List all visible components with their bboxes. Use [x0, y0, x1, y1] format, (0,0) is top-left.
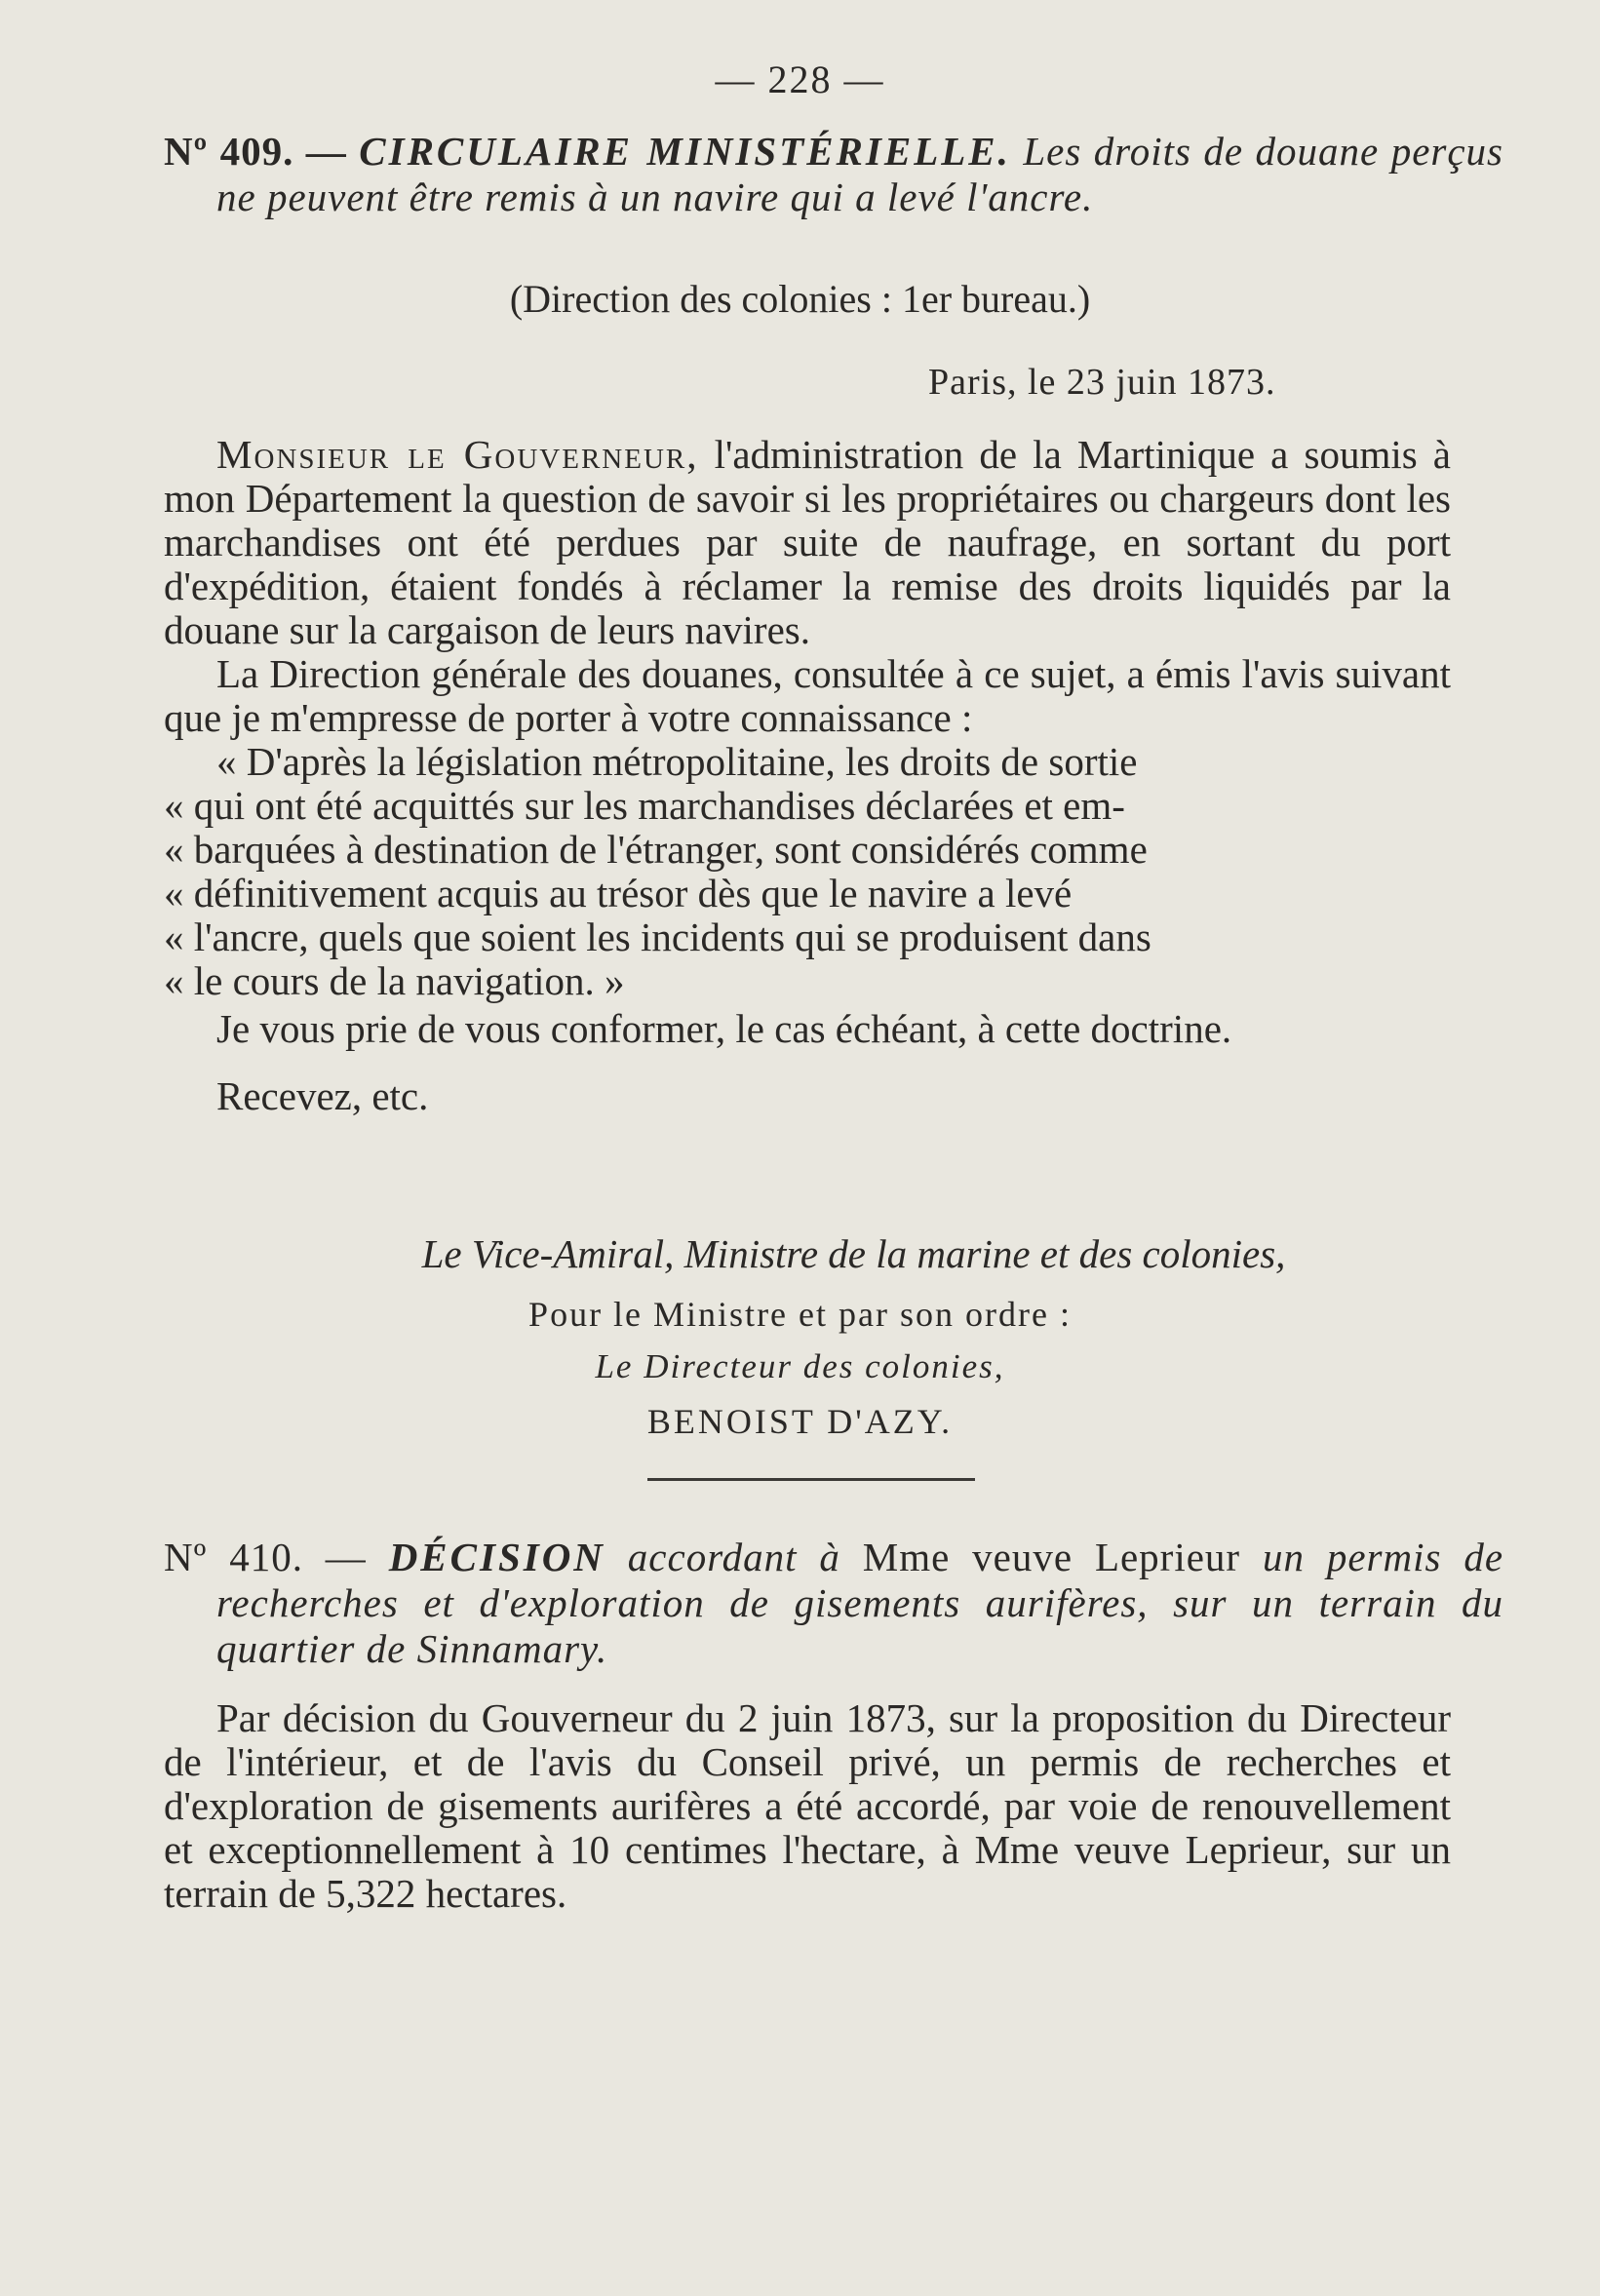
entry-410-body [164, 1696, 1451, 1916]
entry-409-quote [164, 740, 1451, 1003]
quote-line: « l'ancre, quels que soient les incidents qui se produisent dans [164, 915, 1151, 959]
entry-409-dateline: Paris, le 23 juin 1873. [928, 362, 1276, 403]
signature-name: BENOIST D'AZY. [646, 1402, 954, 1441]
entry-410-number: Nº 410. — [164, 1535, 367, 1579]
entry-409-body [164, 433, 1451, 1118]
quote-line: « le cours de la navigation. » [164, 958, 625, 1003]
entry-410-kind: DÉCISION [388, 1535, 605, 1579]
entry-410-heading [164, 1535, 1503, 1672]
quote-line: « D'après la législation métropolitaine, les droits de sortie [216, 739, 1138, 784]
entry-409-direction: (Direction des colonies : 1er bureau.) [509, 277, 1091, 321]
entry-409-paragraph-2: La Direction générale des douanes, consultée à ce sujet, a émis l'avis suivant que je m'empresse de porter à votre connaissance : [164, 651, 1451, 740]
quote-line: « définitivement acquis au trésor dès que le navire a levé [164, 871, 1073, 915]
entry-410-summary-c: un permis de recherches et d'exploration de gisements aurifères, sur un terrain du quartier de Sinnamary. [216, 1535, 1504, 1671]
section-divider [647, 1478, 975, 1481]
signature-order: Pour le Ministre et par son ordre : [528, 1295, 1072, 1334]
entry-409-number: Nº 409. — [164, 129, 347, 174]
signature-minister: Le Vice-Amiral, Ministre de la marine et des colonies, [421, 1231, 1286, 1276]
signature-director: Le Directeur des colonies, [595, 1347, 1005, 1385]
quote-line: « qui ont été acquittés sur les marchandises déclarées et em- [164, 783, 1125, 828]
page-number: — 228 — [715, 58, 885, 101]
entry-409-closing: Recevez, etc. [216, 1073, 429, 1118]
entry-409-summary: Les droits de douane perçus ne peuvent être remis à un navire qui a levé l'ancre. [216, 129, 1504, 219]
entry-410-paragraph-1: Par décision du Gouverneur du 2 juin 1873, sur la proposition du Directeur de l'intérieur, et de l'avis du Conseil privé, un permis de recherches et d'exploration de gisements aurifères a été accordé, par voie de renouvellement et exceptionnellement à 10 centimes l'hectare, à Mme veuve Leprieur, sur un terrain de 5,322 hectares. [164, 1695, 1451, 1916]
entry-410-summary-a: accordant à [627, 1535, 840, 1579]
entry-409-paragraph-1 [164, 433, 1451, 652]
quote-line: « barquées à destination de l'étranger, sont considérés comme [164, 827, 1148, 872]
entry-409-paragraph-3: Je vous prie de vous conformer, le cas échéant, à cette doctrine. [216, 1006, 1232, 1051]
entry-410-summary-b: Mme veuve Leprieur [862, 1535, 1241, 1579]
entry-409-heading [164, 129, 1503, 220]
entry-409-paragraph-1-text: l'administration de la Martinique a soumis à mon Département la question de savoir si les propriétaires ou chargeurs dont les marchandises ont été perdues par suite de naufrage, en sortant du port d'expédition, étaient fondés à réclamer la remise des droits liquidés par la douane sur la cargaison de leurs navires. [164, 432, 1452, 652]
entry-409-salutation: Monsieur le Gouverneur, [216, 432, 699, 477]
entry-409-kind: CIRCULAIRE MINISTÉRIELLE. [359, 129, 1011, 174]
